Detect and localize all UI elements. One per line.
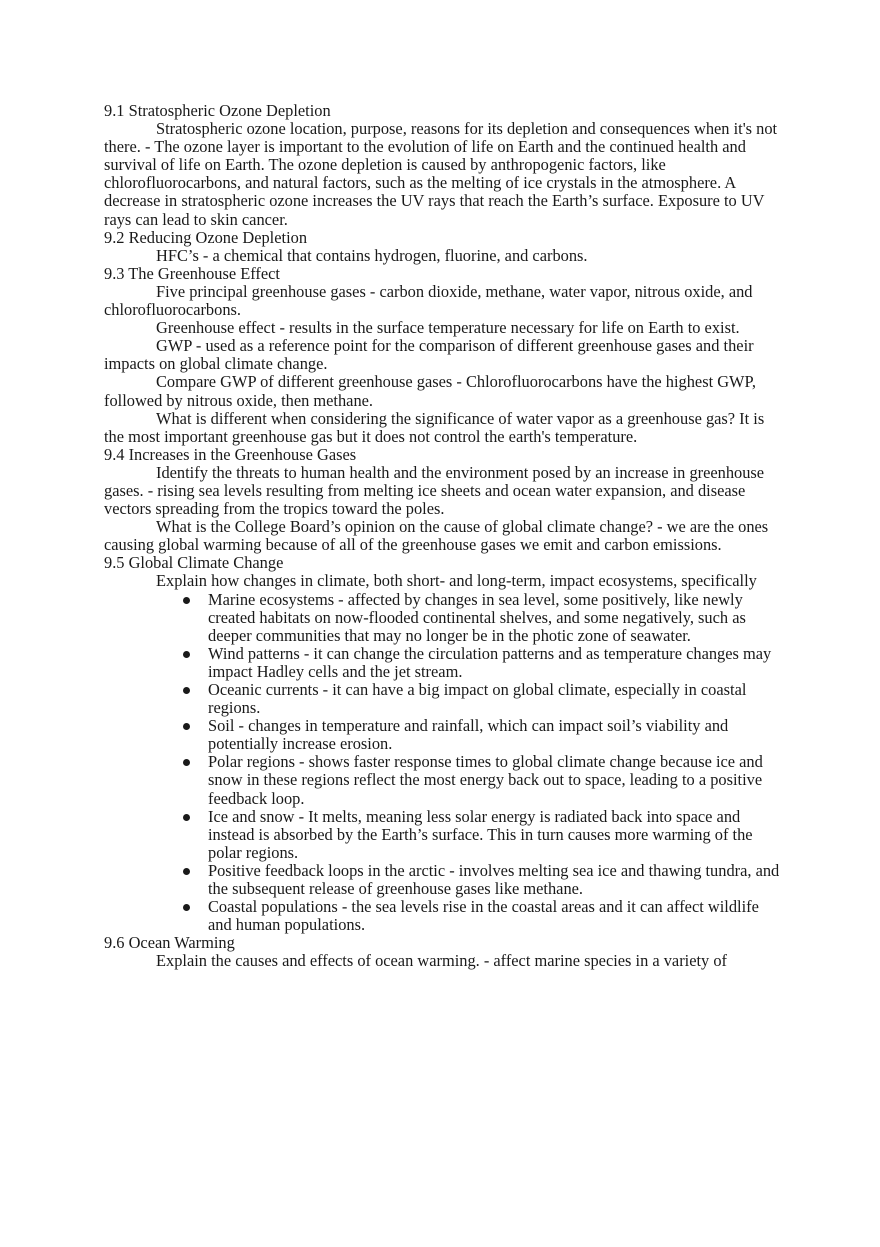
section-heading: 9.2 Reducing Ozone Depletion <box>104 227 308 247</box>
section-paragraph: Stratospheric ozone location, purpose, reasons for its depletion and consequences when it's not there. - The ozone layer is important to the evolution of life on Earth and the continued health and survival of life on Earth. The ozone depletion is caused by anthropogenic factors, like chlorofluorocarbons, and natural factors, such as the melting of ice crystals in the atmosphere. A decrease in stratospheric ozone increases the UV rays that reach the Earth’s surface. Exposure to UV rays can lead to skin cancer. <box>104 119 778 229</box>
section-paragraph: What is the College Board’s opinion on the cause of global climate change? - we are the ones causing global warming because of all of the greenhouse gases we emit and carbon emissions. <box>104 517 769 555</box>
section-paragraph: Explain the causes and effects of ocean warming. - affect marine species in a variety of <box>156 951 727 971</box>
section-9-6 <box>104 934 784 970</box>
section-heading: 9.6 Ocean Warming <box>104 933 235 953</box>
bullet-icon <box>183 597 190 604</box>
list-item <box>208 591 784 645</box>
list-item-text: Marine ecosystems - affected by changes in sea level, some positively, like newly created habitats on now-flooded continental shelves, and some negatively, such as deeper communities that may no longer be in the photic zone of seawater. <box>208 589 746 645</box>
section-paragraph: HFC’s - a chemical that contains hydrogen, fluorine, and carbons. <box>156 245 588 265</box>
bullet-icon <box>183 723 190 730</box>
list-item-text: Positive feedback loops in the arctic - involves melting sea ice and thawing tundra, and the subsequent release of greenhouse gases like methane. <box>208 860 780 899</box>
bullet-list <box>104 591 784 935</box>
list-item <box>208 717 784 753</box>
section-9-4 <box>104 446 784 555</box>
list-item-text: Polar regions - shows faster response times to global climate change because ice and snow in these regions reflect the most energy back out to space, leading to a positive feedback loop. <box>208 752 763 808</box>
list-item-text: Ice and snow - It melts, meaning less solar energy is radiated back into space and instead is absorbed by the Earth’s surface. This in turn causes more warming of the polar regions. <box>208 806 753 862</box>
list-item-text: Oceanic currents - it can have a big impact on global climate, especially in coastal regions. <box>208 680 747 718</box>
list-item-text: Soil - changes in temperature and rainfall, which can impact soil’s viability and potentially increase erosion. <box>208 716 729 754</box>
section-heading: 9.5 Global Climate Change <box>104 553 284 573</box>
list-item <box>208 808 784 862</box>
section-paragraph: Five principal greenhouse gases - carbon dioxide, methane, water vapor, nitrous oxide, and chlorofluorocarbons. <box>104 281 753 320</box>
bullet-icon <box>183 868 190 875</box>
bullet-icon <box>183 814 190 821</box>
section-paragraph: Identify the threats to human health and the environment posed by an increase in greenhouse gases. - rising sea levels resulting from melting ice sheets and ocean water expansion, and disease vectors spreading from the tropics toward the poles. <box>104 462 765 519</box>
bullet-icon <box>183 759 190 766</box>
section-9-3 <box>104 265 784 446</box>
section-paragraph: Compare GWP of different greenhouse gases - Chlorofluorocarbons have the highest GWP, followed by nitrous oxide, then methane. <box>104 372 756 410</box>
list-item <box>208 862 784 898</box>
section-heading: 9.4 Increases in the Greenhouse Gases <box>104 444 357 464</box>
bullet-icon <box>183 904 190 911</box>
section-paragraph: GWP - used as a reference point for the comparison of different greenhouse gases and their impacts on global climate change. <box>104 336 754 374</box>
list-item <box>208 753 784 807</box>
list-item <box>208 898 784 934</box>
document-page <box>104 102 784 971</box>
section-9-2 <box>104 229 784 265</box>
section-heading: 9.1 Stratospheric Ozone Depletion <box>104 101 331 120</box>
section-9-1 <box>104 102 784 229</box>
list-item-text: Coastal populations - the sea levels rise in the coastal areas and it can affect wildlife and human populations. <box>208 897 759 935</box>
section-heading: 9.3 The Greenhouse Effect <box>104 263 280 283</box>
section-paragraph: What is different when considering the significance of water vapor as a greenhouse gas? It is the most important greenhouse gas but it does not control the earth's temperature. <box>104 408 765 446</box>
list-item <box>208 681 784 717</box>
section-subheading: Explain how changes in climate, both short- and long-term, impact ecosystems, specifically <box>156 571 757 591</box>
section-paragraph: Greenhouse effect - results in the surface temperature necessary for life on Earth to exist. <box>156 318 740 338</box>
list-item-text: Wind patterns - it can change the circulation patterns and as temperature changes may impact Hadley cells and the jet stream. <box>208 643 772 681</box>
list-item <box>208 645 784 681</box>
bullet-icon <box>183 651 190 658</box>
section-9-5 <box>104 554 784 934</box>
bullet-icon <box>183 687 190 694</box>
